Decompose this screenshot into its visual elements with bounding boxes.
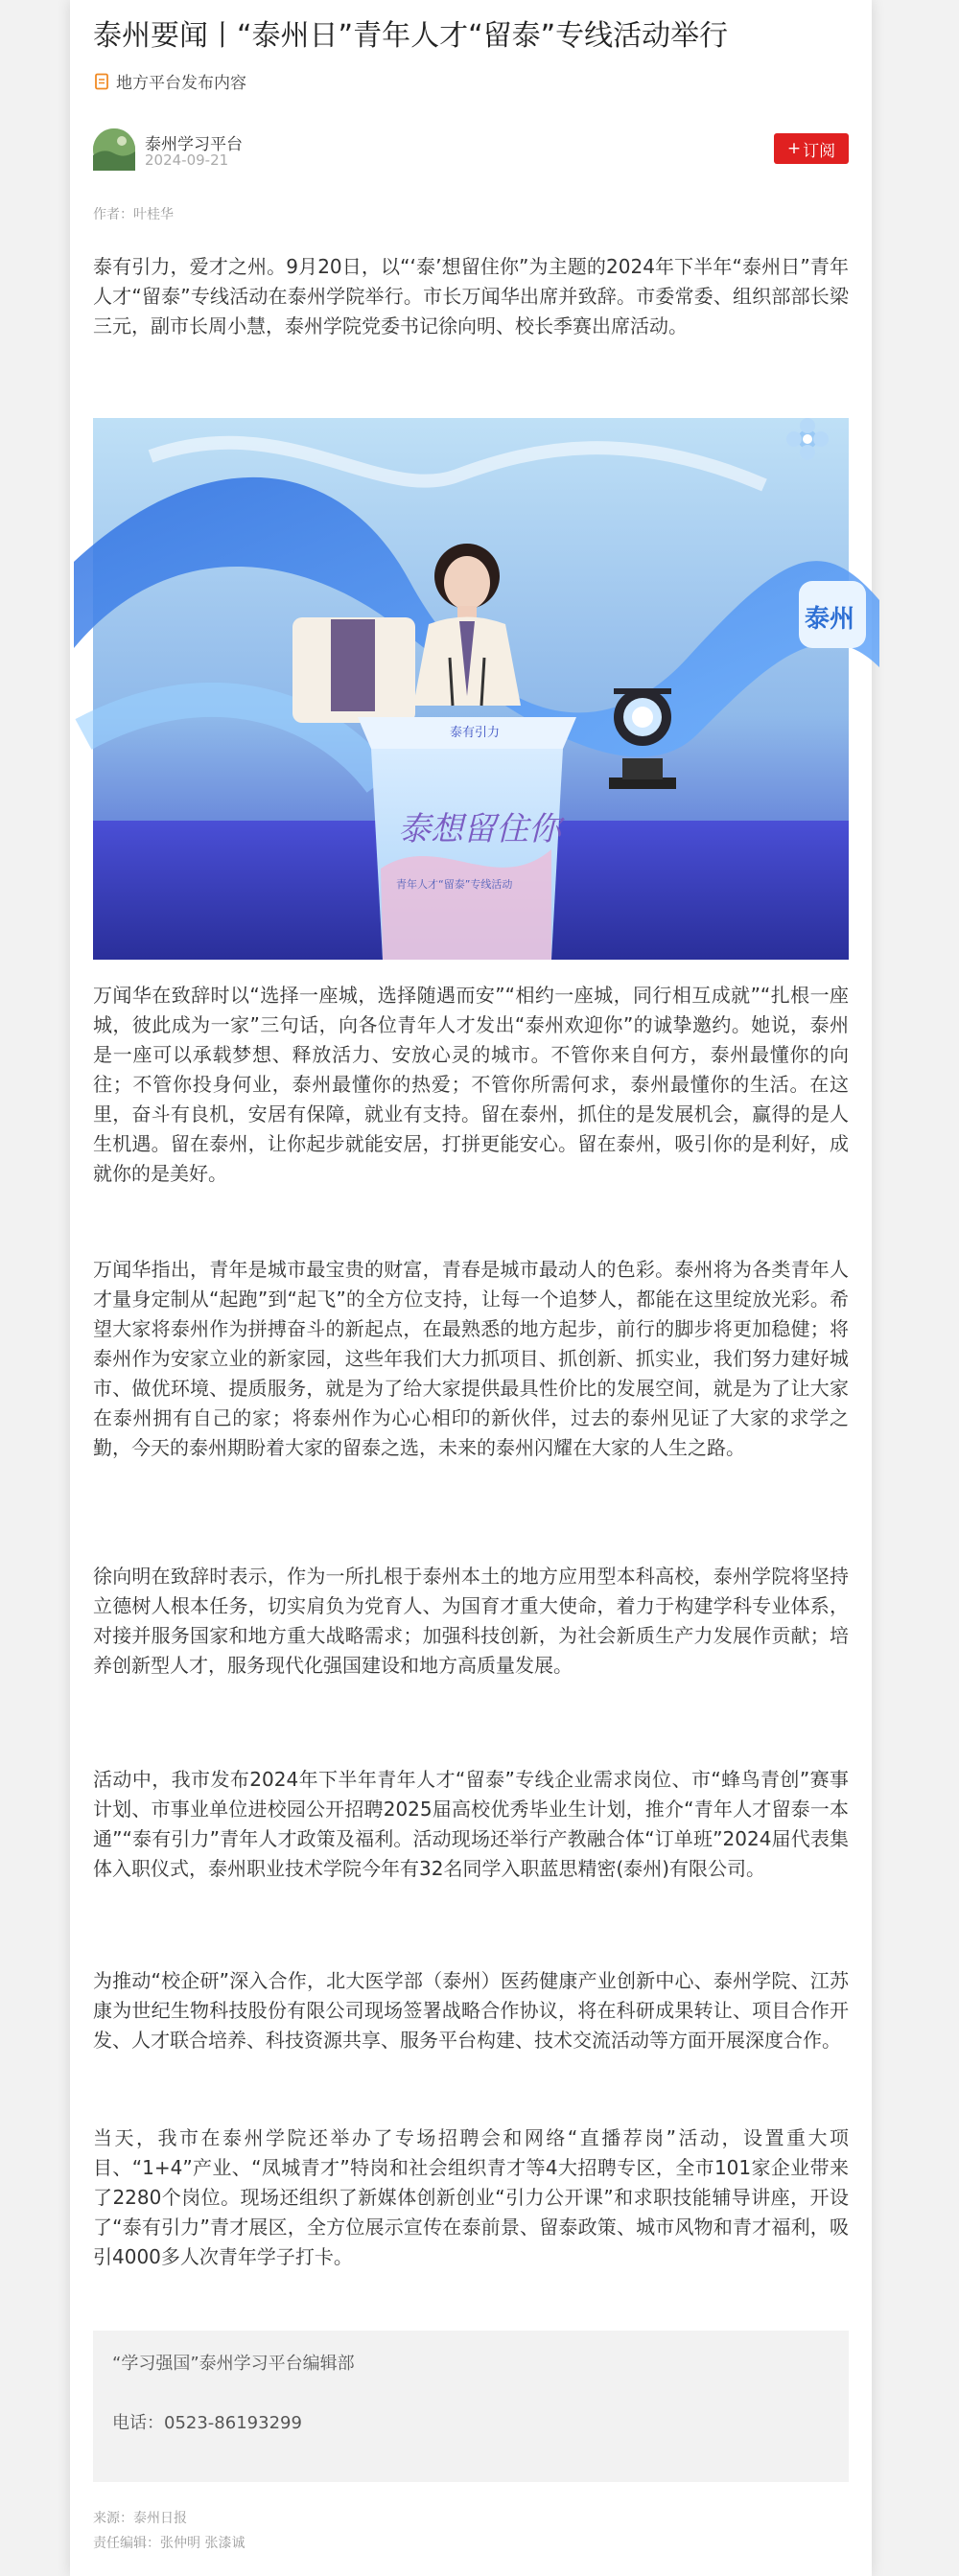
article-page bbox=[70, 0, 872, 2576]
paragraph-6: 为推动“校企研”深入合作，北大医学部（泰州）医药健康产业创新中心、泰州学院、江苏康为世纪生物科技股份有限公司现场签署战略合作协议，将在科研成果转让、项目合作开发、人才联合培养、科技资源共享、服务平台构建、技术交流活动等方面开展深度合作。 bbox=[93, 1969, 849, 2052]
paragraph-5: 活动中，我市发布2024年下半年青年人才“留泰”专线企业需求岗位、市“蜂鸟青创”赛事计划、市事业单位进校园公开招聘2025届高校优秀毕业生计划，推介“青年人才留泰一本通”“泰有引力”青年人才政策及福利。活动现场还举行产教融合体“订单班”2024届代表集体入职仪式，泰州职业技术学院今年有32名同学入职蓝思精密(泰州)有限公司。 bbox=[93, 1768, 849, 1880]
source-tag-label: 地方平台发布内容 bbox=[116, 74, 246, 93]
publisher-row bbox=[93, 127, 849, 174]
contact-phone: 电话：0523-86193299 bbox=[112, 2413, 302, 2433]
article-title: 泰州要闻丨“泰州日”青年人才“留泰”专线活动举行 bbox=[93, 19, 729, 53]
podium-top-text: 泰有引力 bbox=[450, 726, 501, 740]
podium-main-text: 泰想留住你 bbox=[398, 810, 561, 848]
podium-sub-text: 青年人才“留泰”专线活动 bbox=[396, 878, 513, 891]
publisher-avatar[interactable] bbox=[93, 128, 135, 171]
plus-icon: + bbox=[786, 139, 802, 158]
event-photo bbox=[93, 418, 855, 960]
subscribe-button[interactable] bbox=[774, 133, 849, 164]
corner-sign-text: 泰州 bbox=[805, 605, 855, 634]
paragraph-3: 万闻华指出，青年是城市最宝贵的财富，青春是城市最动人的色彩。泰州将为各类青年人才量身定制从“起跑”到“起飞”的全方位支持，让每一个追梦人，都能在这里绽放光彩。希望大家将泰州作为拼搏奋斗的新起点，在最熟悉的地方起步，前行的脚步将更加稳健；将泰州作为安家立业的新家园，这些年我们大力抓项目、抓创新、抓实业，我们努力建好城市、做优环境、提质服务，就是为了给大家提供最具性价比的发展空间，就是为了让大家在泰州拥有自己的家；将泰州作为心心相印的新伙伴，过去的泰州见证了大家的求学之勤，今天的泰州期盼着大家的留泰之选，未来的泰州闪耀在大家的人生之路。 bbox=[93, 1258, 849, 1459]
article-source: 来源：泰州日报 bbox=[93, 2511, 187, 2526]
publish-date: 2024-09-21 bbox=[145, 151, 229, 169]
paragraph-4: 徐向明在致辞时表示，作为一所扎根于泰州本土的地方应用型本科高校，泰州学院将坚持立德树人根本任务，切实肩负为党育人、为国育才重大使命，着力于构建学科专业体系，对接并服务国家和地方重大战略需求；加强科技创新，为社会新质生产力发展作贡献；培养创新型人才，服务现代化强国建设和地方高质量发展。 bbox=[93, 1565, 849, 1677]
document-tag-icon bbox=[93, 73, 110, 90]
editorial-contact-box bbox=[93, 2331, 849, 2482]
paragraph-1: 泰有引力，爱才之州。9月20日，以“‘泰’想留住你”为主题的2024年下半年“泰州日”青年人才“留泰”专线活动在泰州学院举行。市长万闻华出席并致辞。市委常委、组织部部长梁三元，副市长周小慧，泰州学院党委书记徐向明、校长季赛出席活动。 bbox=[93, 255, 849, 337]
author-line: 作者：叶桂华 bbox=[93, 207, 174, 222]
publisher-name[interactable]: 泰州学习平台 bbox=[145, 135, 243, 154]
paragraph-7: 当天，我市在泰州学院还举办了专场招聘会和网络“直播荐岗”活动，设置重大项目、“1+4”产业、“凤城青才”特岗和社会组织青才等4大招聘专区，全市101家企业带来了2280个岗位。现场还组织了新媒体创新创业“引力公开课”和求职技能辅导讲座，开设了“泰有引力”青才展区，全方位展示宣传在泰前景、留泰政策、城市风物和青才福利，吸引4000多人次青年学子打卡。 bbox=[93, 2126, 849, 2268]
source-tag bbox=[93, 69, 246, 93]
subscribe-label: 订阅 bbox=[803, 141, 836, 161]
responsible-editors: 责任编辑：张仲明 张漆诚 bbox=[93, 2536, 246, 2551]
paragraph-2: 万闻华在致辞时以“选择一座城，选择随遇而安”“相约一座城，同行相互成就”“扎根一座城，彼此成为一家”三句话，向各位青年人才发出“泰州欢迎你”的诚挚邀约。她说，泰州是一座可以承载梦想、释放活力、安放心灵的城市。不管你来自何方，泰州最懂你的向往；不管你投身何业，泰州最懂你的热爱；不管你所需何求，泰州最懂你的生活。在这里，奋斗有良机，安居有保障，就业有支持。留在泰州，抓住的是发展机会，赢得的是人生机遇。留在泰州，让你起步就能安居，打拼更能安心。留在泰州，吸引你的是利好，成就你的是美好。 bbox=[93, 984, 849, 1185]
editorial-dept: “学习强国”泰州学习平台编辑部 bbox=[112, 2354, 355, 2374]
